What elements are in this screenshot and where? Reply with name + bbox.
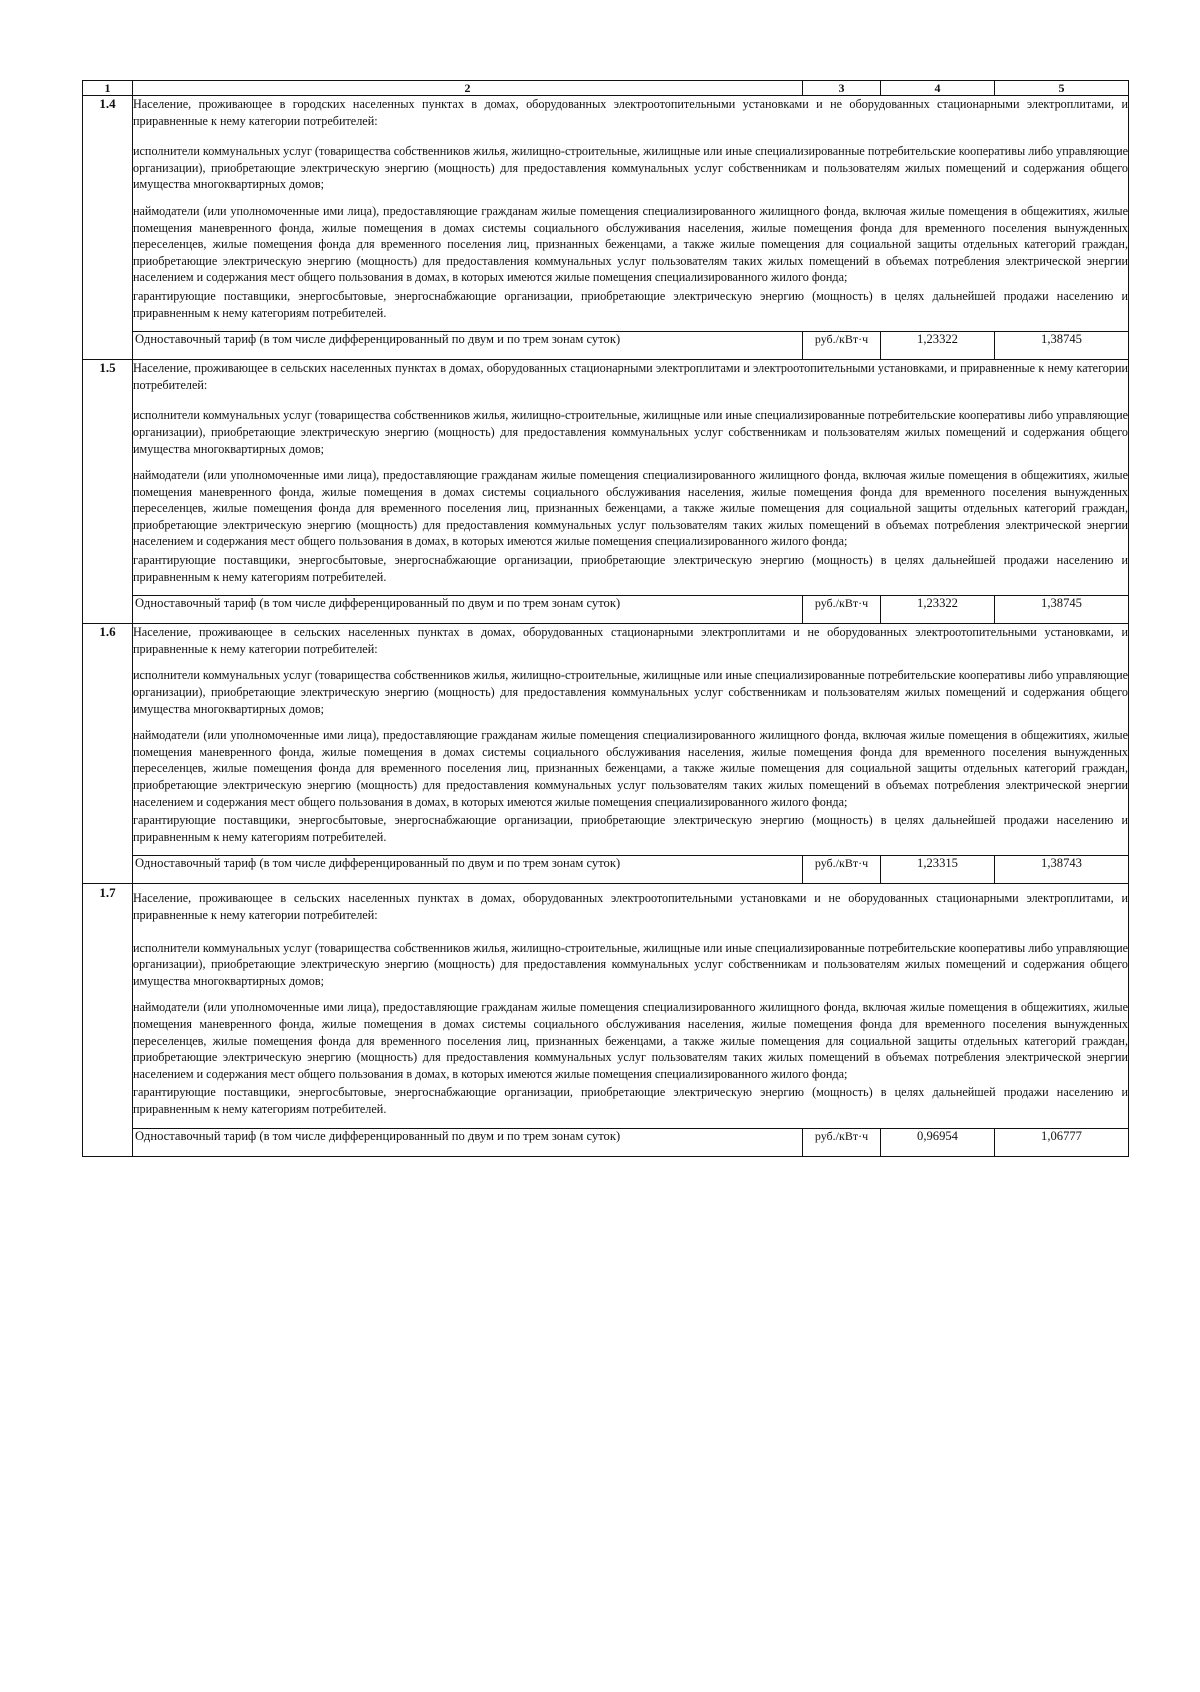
- tariff-value-col4: 0,96954: [881, 1128, 995, 1156]
- consumer-subcategory-suppliers: гарантирующие поставщики, энергосбытовые, энергоснабжающие организации, приобретающие электрическую энергию (мощность) в целях дальнейшей продажи населению и приравненным к нему категориям потребителей.: [133, 813, 1128, 844]
- section-number: 1.6: [83, 624, 133, 884]
- tariff-unit: руб./кВт·ч: [803, 1128, 881, 1156]
- consumer-category-title: Население, проживающее в сельских населенных пунктах в домах, оборудованных стационарными электроплитами и электроотопительными установками, и приравненные к нему категории потребителей:: [133, 361, 1128, 392]
- section-1-6-description-row: [83, 624, 1129, 856]
- consumer-subcategory-suppliers: гарантирующие поставщики, энергосбытовые, энергоснабжающие организации, приобретающие электрическую энергию (мощность) в целях дальнейшей продажи населению и приравненным к нему категориям потребителей.: [133, 1085, 1128, 1116]
- consumer-category-title: Население, проживающее в городских населенных пунктах в домах, оборудованных электроотопительными установками и не оборудованных стационарными электроплитами, и приравненные к нему категории потребителей:: [133, 97, 1128, 128]
- section-1-7-description-row: [83, 884, 1129, 1128]
- column-number-3: 3: [803, 81, 881, 96]
- tariff-name: Одноставочный тариф (в том числе дифференцированный по двум и по трем зонам суток): [133, 596, 803, 624]
- column-number-2: 2: [133, 81, 803, 96]
- consumer-subcategory-suppliers: гарантирующие поставщики, энергосбытовые, энергоснабжающие организации, приобретающие электрическую энергию (мощность) в целях дальнейшей продажи населению и приравненным к нему категориям потребителей.: [133, 288, 1128, 320]
- tariff-row: [83, 332, 1129, 360]
- column-number-5: 5: [995, 81, 1129, 96]
- column-number-1: 1: [83, 81, 133, 96]
- consumer-subcategory-landlords: наймодатели (или уполномоченные ими лица), предоставляющие гражданам жилые помещения специализированного жилищного фонда, включая жилые помещения в общежитиях, жилые помещения маневренного фонда, жилые помещения в домах системы социального обслуживания населения, жилые помещения фонда для временного поселения вынужденных переселенцев, жилые помещения фонда для временного поселения лиц, признанных беженцами, а также жилые помещения для социальной защиты отдельных категорий граждан, приобретающие электрическую энергию (мощность) для предоставления коммунальных услуг пользователям таких жилых помещений в объемах потребления электрической энергии населением и содержания мест общего пользования в домах, в которых имеются жилые помещения специализированного жилого фонда;: [133, 468, 1128, 549]
- column-number-4: 4: [881, 81, 995, 96]
- section-number: 1.4: [83, 96, 133, 360]
- section-number: 1.7: [83, 884, 133, 1156]
- tariff-value-col4: 1,23315: [881, 856, 995, 884]
- tariff-value-col4: 1,23322: [881, 596, 995, 624]
- consumer-subcategory-landlords: наймодатели (или уполномоченные ими лица), предоставляющие гражданам жилые помещения специализированного жилищного фонда, включая жилые помещения в общежитиях, жилые помещения маневренного фонда, жилые помещения в домах системы социального обслуживания населения, жилые помещения фонда для временного поселения вынужденных переселенцев, жилые помещения фонда для временного поселения лиц, признанных беженцами, а также жилые помещения для социальной защиты отдельных категорий граждан, приобретающие электрическую энергию (мощность) для предоставления коммунальных услуг пользователям таких жилых помещений в объемах потребления электрической энергии населением и содержания мест общего пользования в домах, в которых имеются жилые помещения специализированного жилого фонда;: [133, 203, 1128, 285]
- section-number: 1.5: [83, 360, 133, 624]
- consumer-subcategory-utilities: исполнители коммунальных услуг (товарищества собственников жилья, жилищно-строительные, жилищные или иные специализированные потребительские кооперативы либо управляющие организации), приобретающие электрическую энергию (мощность) для предоставления коммунальных услуг собственникам и пользователям жилых помещений и содержания общего имущества многоквартирных домов;: [133, 144, 1128, 192]
- section-description: [133, 360, 1129, 596]
- consumer-subcategory-landlords: наймодатели (или уполномоченные ими лица), предоставляющие гражданам жилые помещения специализированного жилищного фонда, включая жилые помещения в общежитиях, жилые помещения маневренного фонда, жилые помещения в домах системы социального обслуживания населения, жилые помещения фонда для временного поселения вынужденных переселенцев, жилые помещения фонда для временного поселения лиц, признанных беженцами, а также жилые помещения для социальной защиты отдельных категорий граждан, приобретающие электрическую энергию (мощность) для предоставления коммунальных услуг пользователям таких жилых помещений в объемах потребления электрической энергии населением и содержания мест общего пользования в домах, в которых имеются жилые помещения специализированного жилого фонда;: [133, 1000, 1128, 1081]
- consumer-subcategory-utilities: исполнители коммунальных услуг (товарищества собственников жилья, жилищно-строительные, жилищные или иные специализированные потребительские кооперативы либо управляющие организации), приобретающие электрическую энергию (мощность) для предоставления коммунальных услуг собственникам и пользователям жилых помещений и содержания общего имущества многоквартирных домов;: [133, 408, 1128, 456]
- consumer-subcategory-utilities: исполнители коммунальных услуг (товарищества собственников жилья, жилищно-строительные, жилищные или иные специализированные потребительские кооперативы либо управляющие организации), приобретающие электрическую энергию (мощность) для предоставления коммунальных услуг собственникам и пользователям жилых помещений и содержания общего имущества многоквартирных домов;: [133, 940, 1128, 988]
- section-description: [133, 96, 1129, 332]
- tariff-value-col5: 1,38743: [995, 856, 1129, 884]
- tariff-value-col5: 1,38745: [995, 596, 1129, 624]
- tariff-name: Одноставочный тариф (в том числе дифференцированный по двум и по трем зонам суток): [133, 332, 803, 360]
- consumer-subcategory-suppliers: гарантирующие поставщики, энергосбытовые, энергоснабжающие организации, приобретающие электрическую энергию (мощность) в целях дальнейшей продажи населению и приравненным к нему категориям потребителей.: [133, 553, 1128, 584]
- tariff-name: Одноставочный тариф (в том числе дифференцированный по двум и по трем зонам суток): [133, 856, 803, 884]
- section-1-4-description-row: [83, 96, 1129, 332]
- tariff-unit: руб./кВт·ч: [803, 856, 881, 884]
- tariff-value-col5: 1,38745: [995, 332, 1129, 360]
- consumer-category-title: Население, проживающее в сельских населенных пунктах в домах, оборудованных стационарными электроплитами и не оборудованных электроотопительными установками, и приравненные к нему категории потребителей:: [133, 625, 1128, 656]
- tariff-row: [83, 596, 1129, 624]
- tariff-name: Одноставочный тариф (в том числе дифференцированный по двум и по трем зонам суток): [133, 1128, 803, 1156]
- section-1-5-description-row: [83, 360, 1129, 596]
- consumer-subcategory-landlords: наймодатели (или уполномоченные ими лица), предоставляющие гражданам жилые помещения специализированного жилищного фонда, включая жилые помещения в общежитиях, жилые помещения маневренного фонда, жилые помещения в домах системы социального обслуживания населения, жилые помещения фонда для временного поселения вынужденных переселенцев, жилые помещения фонда для временного поселения лиц, признанных беженцами, а также жилые помещения для социальной защиты отдельных категорий граждан, приобретающие электрическую энергию (мощность) для предоставления коммунальных услуг пользователям таких жилых помещений в объемах потребления электрической энергии населением и содержания мест общего пользования в домах, в которых имеются жилые помещения специализированного жилого фонда;: [133, 728, 1128, 809]
- tariff-unit: руб./кВт·ч: [803, 332, 881, 360]
- tariff-value-col5: 1,06777: [995, 1128, 1129, 1156]
- tariff-value-col4: 1,23322: [881, 332, 995, 360]
- consumer-category-title: Население, проживающее в сельских населенных пунктах в домах, оборудованных электроотопительными установками и не оборудованных стационарными электроплитами, и приравненные к нему категории потребителей:: [133, 891, 1128, 922]
- tariff-table: [82, 80, 1129, 1157]
- consumer-subcategory-utilities: исполнители коммунальных услуг (товарищества собственников жилья, жилищно-строительные, жилищные или иные специализированные потребительские кооперативы либо управляющие организации), приобретающие электрическую энергию (мощность) для предоставления коммунальных услуг собственникам и пользователям жилых помещений и содержания общего имущества многоквартирных домов;: [133, 668, 1128, 716]
- column-number-header-row: [83, 81, 1129, 96]
- tariff-unit: руб./кВт·ч: [803, 596, 881, 624]
- tariff-row: [83, 856, 1129, 884]
- section-description: [133, 884, 1129, 1128]
- section-description: [133, 624, 1129, 856]
- tariff-row: [83, 1128, 1129, 1156]
